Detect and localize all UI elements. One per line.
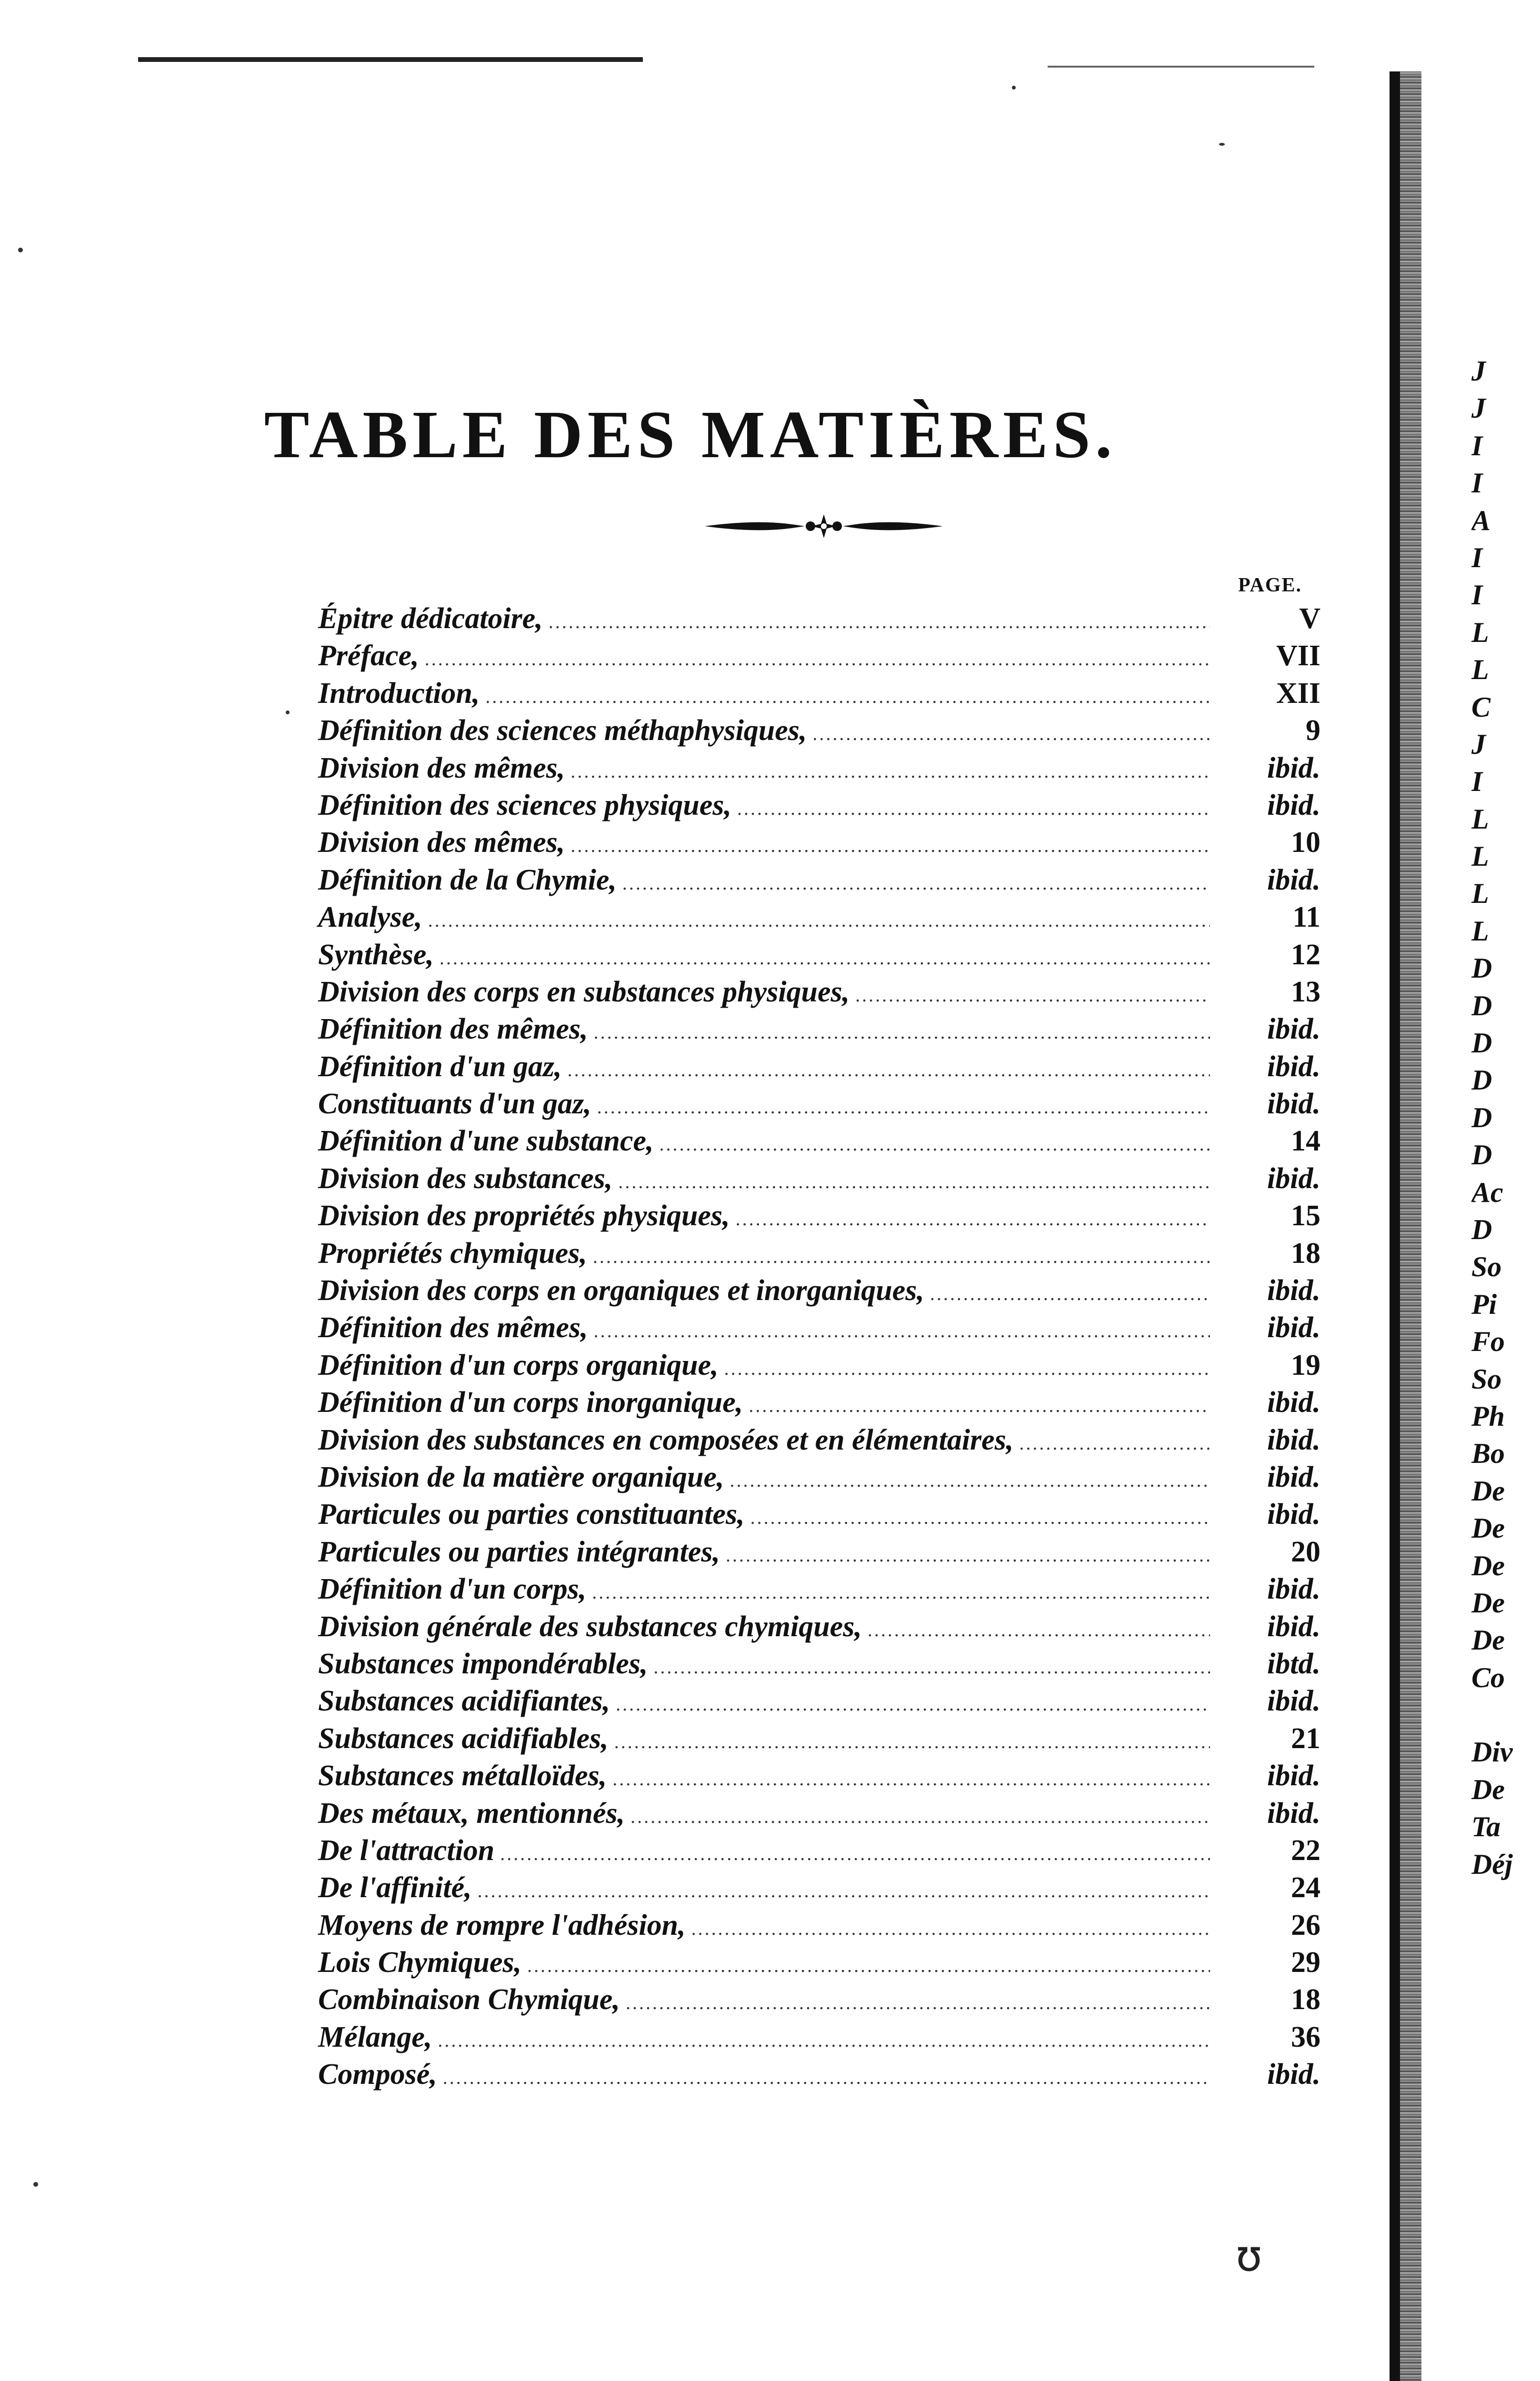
toc-row <box>318 1048 1320 1085</box>
facing-page-fragment: De <box>1471 1512 1505 1544</box>
toc-row <box>318 637 1320 674</box>
toc-row <box>318 1496 1320 1533</box>
toc-entry-page: ibid. <box>1267 1088 1320 1120</box>
toc-row <box>318 1010 1320 1048</box>
toc-entry-title: Propriétés chymiques, <box>318 1237 587 1270</box>
toc-leader-dots <box>597 1085 1210 1126</box>
toc-entry-title: Division des mêmes, <box>318 826 565 859</box>
toc-leader-dots <box>425 637 1210 678</box>
toc-entry-page: ibid. <box>1267 1311 1320 1344</box>
toc-leader-dots <box>593 1235 1210 1275</box>
toc-entry-title: Définition d'un corps organique, <box>318 1349 719 1381</box>
toc-entry-page: ibid. <box>1267 1013 1320 1046</box>
toc-leader-dots <box>726 1533 1210 1574</box>
ornament-divider-icon <box>700 505 948 548</box>
toc-entry-title: Particules ou parties intégrantes, <box>318 1535 720 1568</box>
toc-entry-page: ibid. <box>1267 2058 1320 2091</box>
facing-page-fragment: I <box>1471 467 1483 499</box>
toc-entry-page: ibid. <box>1267 1610 1320 1643</box>
toc-row <box>318 1384 1320 1421</box>
toc-entry-title: Définition de la Chymie, <box>318 863 617 896</box>
toc-leader-dots <box>750 1496 1210 1536</box>
toc-row <box>318 1869 1320 1906</box>
toc-entry-title: Définition d'un gaz, <box>318 1050 562 1083</box>
facing-page-fragment: A <box>1471 504 1491 536</box>
facing-page-fragment: D <box>1471 1027 1492 1059</box>
toc-entry-title: Définition des mêmes, <box>318 1013 588 1046</box>
toc-leader-dots <box>622 861 1210 902</box>
toc-entry-title: Particules ou parties constituantes, <box>318 1498 745 1531</box>
toc-entry-page: 36 <box>1291 2021 1320 2053</box>
facing-page-fragment: L <box>1471 616 1489 648</box>
toc-row <box>318 1085 1320 1122</box>
toc-entry-title: Définition des mêmes, <box>318 1311 588 1344</box>
toc-entry-page: ibid. <box>1267 1573 1320 1606</box>
toc-leader-dots <box>594 1010 1210 1051</box>
toc-entry-title: Définition des sciences méthaphysiques, <box>318 714 807 747</box>
toc-entry-page: 15 <box>1291 1200 1320 1232</box>
toc-row <box>318 1608 1320 1645</box>
toc-entry-page: ibid. <box>1267 863 1320 896</box>
facing-page-fragment: I <box>1471 766 1483 798</box>
facing-page-fragment: D <box>1471 1213 1492 1245</box>
toc-leader-dots <box>660 1122 1210 1163</box>
facing-page-fragment: D <box>1471 1064 1492 1096</box>
toc-row <box>318 1944 1320 1981</box>
toc-row <box>318 1160 1320 1197</box>
toc-row <box>318 1757 1320 1794</box>
speck <box>33 2182 38 2187</box>
toc-row <box>318 899 1320 936</box>
toc-leader-dots <box>478 1869 1210 1910</box>
toc-entry-page: ibid. <box>1267 1386 1320 1419</box>
facing-page-fragment: So <box>1471 1363 1502 1395</box>
facing-page-fragment: L <box>1471 878 1489 910</box>
toc-leader-dots <box>443 2056 1210 2096</box>
toc-entry-page: ibtd. <box>1267 1647 1320 1680</box>
facing-page-fragment: Div <box>1471 1736 1513 1768</box>
facing-page-fragment: De <box>1471 1587 1505 1619</box>
toc-leader-dots <box>868 1608 1210 1649</box>
toc-leader-dots <box>653 1645 1210 1686</box>
facing-page-fragment: Fo <box>1471 1326 1505 1358</box>
toc-entry-title: Mélange, <box>318 2021 432 2053</box>
toc-entry-page: ibid. <box>1267 789 1320 821</box>
facing-page-fragment: Co <box>1471 1661 1505 1693</box>
toc-row <box>318 2019 1320 2056</box>
toc-entry-title: Synthèse, <box>318 938 434 971</box>
toc-leader-dots <box>930 1272 1210 1312</box>
toc-leader-dots <box>616 1682 1210 1723</box>
toc-row <box>318 675 1320 712</box>
toc-leader-dots <box>730 1459 1210 1499</box>
toc-entry-title: Division générale des substances chymiques, <box>318 1610 862 1643</box>
toc-entry-title: Division de la matière organique, <box>318 1461 724 1493</box>
toc-row <box>318 1795 1320 1832</box>
facing-page-fragment: D <box>1471 1101 1492 1133</box>
toc-entry-page: 13 <box>1291 975 1320 1008</box>
toc-row <box>318 1832 1320 1869</box>
toc-leader-dots <box>724 1347 1210 1387</box>
toc-leader-dots <box>428 899 1210 939</box>
toc-row <box>318 1907 1320 1944</box>
toc-row <box>318 1272 1320 1309</box>
toc-entry-page: ibid. <box>1267 1760 1320 1792</box>
toc-leader-dots <box>527 1944 1210 1984</box>
toc-row <box>318 1309 1320 1346</box>
page-binding-shadow <box>1390 71 1400 2381</box>
toc-entry-title: Épitre dédicatoire, <box>318 602 543 635</box>
facing-page-fragment: J <box>1471 355 1486 387</box>
toc-entry-page: VII <box>1276 640 1320 672</box>
toc-entry-title: Substances acidifiantes, <box>318 1685 610 1718</box>
toc-entry-page: V <box>1299 602 1320 635</box>
toc-row <box>318 787 1320 824</box>
toc-row <box>318 1459 1320 1496</box>
toc-leader-dots <box>594 1309 1210 1350</box>
toc-entry-page: ibid. <box>1267 1461 1320 1493</box>
facing-page-fragment: De <box>1471 1550 1505 1581</box>
toc-leader-dots <box>749 1384 1210 1424</box>
toc-entry-title: Des métaux, mentionnés, <box>318 1797 625 1830</box>
toc-entry-page: 10 <box>1291 826 1320 859</box>
toc-entry-page: ibid. <box>1267 751 1320 784</box>
toc-entry-title: Division des mêmes, <box>318 751 565 784</box>
toc-entry-title: Constituants d'un gaz, <box>318 1088 591 1120</box>
toc-entry-page: 14 <box>1291 1125 1320 1158</box>
facing-page-fragment: L <box>1471 654 1489 686</box>
toc-row <box>318 1347 1320 1384</box>
facing-page-fragment: De <box>1471 1475 1505 1507</box>
facing-page-fragment: L <box>1471 840 1489 872</box>
facing-page-fragment: D <box>1471 952 1492 984</box>
facing-page-fragment: Bo <box>1471 1438 1505 1470</box>
facing-page-fragment: Pi <box>1471 1288 1497 1320</box>
speck <box>1012 86 1016 90</box>
toc-row <box>318 1122 1320 1160</box>
speck <box>18 248 23 252</box>
toc-leader-dots <box>736 1197 1210 1238</box>
facing-page-fragment: Ta <box>1471 1811 1501 1843</box>
top-rule-secondary <box>1048 66 1314 68</box>
toc-row <box>318 861 1320 899</box>
toc-entry-page: ibid. <box>1267 1423 1320 1456</box>
toc-leader-dots <box>440 936 1210 977</box>
toc-row <box>318 1571 1320 1608</box>
toc-leader-dots <box>812 712 1210 752</box>
toc-entry-page: ibid. <box>1267 1797 1320 1830</box>
toc-entry-page: ibid. <box>1267 1274 1320 1307</box>
toc-entry-title: Substances acidifiables, <box>318 1722 609 1755</box>
facing-page-fragment: I <box>1471 579 1483 611</box>
toc-row <box>318 1421 1320 1459</box>
toc-entry-title: Substances métalloïdes, <box>318 1760 607 1792</box>
facing-page-fragment: Déj <box>1471 1848 1513 1880</box>
toc-entry-page: 24 <box>1291 1871 1320 1904</box>
facing-page-fragment: So <box>1471 1251 1502 1283</box>
toc-row <box>318 2056 1320 2093</box>
toc-leader-dots <box>570 750 1210 790</box>
toc-row <box>318 600 1320 637</box>
facing-page-fragment: I <box>1471 541 1483 573</box>
facing-page-fragment: L <box>1471 803 1489 835</box>
facing-page-fragment: J <box>1471 728 1486 760</box>
toc-leader-dots <box>614 1720 1210 1761</box>
toc-entry-page: XII <box>1276 677 1320 710</box>
toc-entry-page: ibid. <box>1267 1050 1320 1083</box>
toc-row <box>318 1197 1320 1234</box>
facing-page-fragment: I <box>1471 430 1483 461</box>
toc-leader-dots <box>626 1981 1210 2021</box>
toc-row <box>318 1533 1320 1571</box>
toc-row <box>318 936 1320 973</box>
toc-leader-dots <box>691 1907 1210 1947</box>
toc-entry-title: Division des substances en composées et en élémentaires, <box>318 1423 1014 1456</box>
bottom-mark: ʊ <box>1236 2231 1262 2281</box>
page-column-label: PAGE. <box>1238 574 1302 596</box>
toc-entry-title: De l'attraction <box>318 1834 495 1867</box>
facing-page-fragment: De <box>1471 1773 1505 1805</box>
speck <box>1219 143 1225 146</box>
toc-leader-dots <box>592 1571 1210 1611</box>
toc-leader-dots <box>500 1832 1210 1872</box>
toc-entry-title: Définition des sciences physiques, <box>318 789 731 821</box>
facing-page-fragment: Ac <box>1471 1176 1503 1208</box>
toc-entry-page: 29 <box>1291 1946 1320 1979</box>
toc-entry-title: Moyens de rompre l'adhésion, <box>318 1909 686 1941</box>
toc-leader-dots <box>855 973 1210 1014</box>
toc-entry-title: Définition d'une substance, <box>318 1125 654 1158</box>
toc-row <box>318 750 1320 787</box>
toc-entry-page: 11 <box>1292 901 1320 934</box>
toc-entry-page: ibid. <box>1267 1498 1320 1531</box>
toc-leader-dots <box>737 787 1210 827</box>
facing-page-fragment: D <box>1471 990 1492 1021</box>
toc-entry-page: ibid. <box>1267 1685 1320 1718</box>
toc-entry-page: 18 <box>1291 1237 1320 1270</box>
toc-leader-dots <box>1019 1421 1210 1462</box>
facing-page-fragment: J <box>1471 392 1486 424</box>
toc-leader-dots <box>485 675 1210 715</box>
toc-entry-title: Composé, <box>318 2058 437 2091</box>
toc-leader-dots <box>568 1048 1210 1089</box>
toc-entry-title: Introduction, <box>318 677 480 710</box>
toc-row <box>318 1720 1320 1757</box>
toc-leader-dots <box>438 2019 1210 2059</box>
toc-leader-dots <box>618 1160 1210 1201</box>
toc-leader-dots <box>630 1795 1210 1835</box>
toc-entry-title: Préface, <box>318 640 419 672</box>
toc-leader-dots <box>570 824 1210 864</box>
toc-entry-page: 20 <box>1291 1535 1320 1568</box>
toc-entry-title: Définition d'un corps inorganique, <box>318 1386 743 1419</box>
top-rule <box>138 57 643 62</box>
toc-row <box>318 1682 1320 1720</box>
toc-entry-title: De l'affinité, <box>318 1871 472 1904</box>
toc-entry-title: Combinaison Chymique, <box>318 1983 620 2016</box>
facing-page-fragment <box>1471 1696 1540 1733</box>
toc-entry-title: Division des substances, <box>318 1162 613 1195</box>
toc-entry-page: 12 <box>1291 938 1320 971</box>
toc-leader-dots <box>612 1757 1210 1798</box>
facing-page-fragment: D <box>1471 1139 1492 1171</box>
toc-entry-page: 18 <box>1291 1983 1320 2016</box>
facing-page-fragments <box>1471 352 1540 1883</box>
toc-leader-dots <box>549 600 1210 640</box>
toc-entry-page: 22 <box>1291 1834 1320 1867</box>
page-title: TABLE DES MATIÈRES. <box>264 397 1117 472</box>
toc-row <box>318 973 1320 1010</box>
toc-row <box>318 1645 1320 1682</box>
toc-entry-title: Substances impondérables, <box>318 1647 648 1680</box>
toc-entry-page: 9 <box>1306 714 1320 747</box>
toc-row <box>318 1981 1320 2018</box>
toc-entry-title: Analyse, <box>318 901 422 934</box>
facing-page-fragment: L <box>1471 915 1489 947</box>
toc-entry-title: Division des corps en organiques et inorganiques, <box>318 1274 924 1307</box>
table-of-contents <box>318 600 1320 2093</box>
toc-entry-page: 21 <box>1291 1722 1320 1755</box>
toc-entry-title: Division des corps en substances physiques, <box>318 975 850 1008</box>
toc-entry-page: ibid. <box>1267 1162 1320 1195</box>
toc-entry-page: 26 <box>1291 1909 1320 1941</box>
facing-page-fragment: De <box>1471 1624 1505 1656</box>
toc-entry-title: Lois Chymiques, <box>318 1946 522 1979</box>
facing-page-fragment: Ph <box>1471 1400 1505 1432</box>
toc-row <box>318 824 1320 861</box>
toc-entry-title: Définition d'un corps, <box>318 1573 587 1606</box>
toc-row <box>318 1235 1320 1272</box>
toc-row <box>318 712 1320 749</box>
toc-entry-page: 19 <box>1291 1349 1320 1381</box>
facing-page-fragment: C <box>1471 691 1491 723</box>
toc-entry-title: Division des propriétés physiques, <box>318 1200 730 1232</box>
speck <box>286 710 290 714</box>
